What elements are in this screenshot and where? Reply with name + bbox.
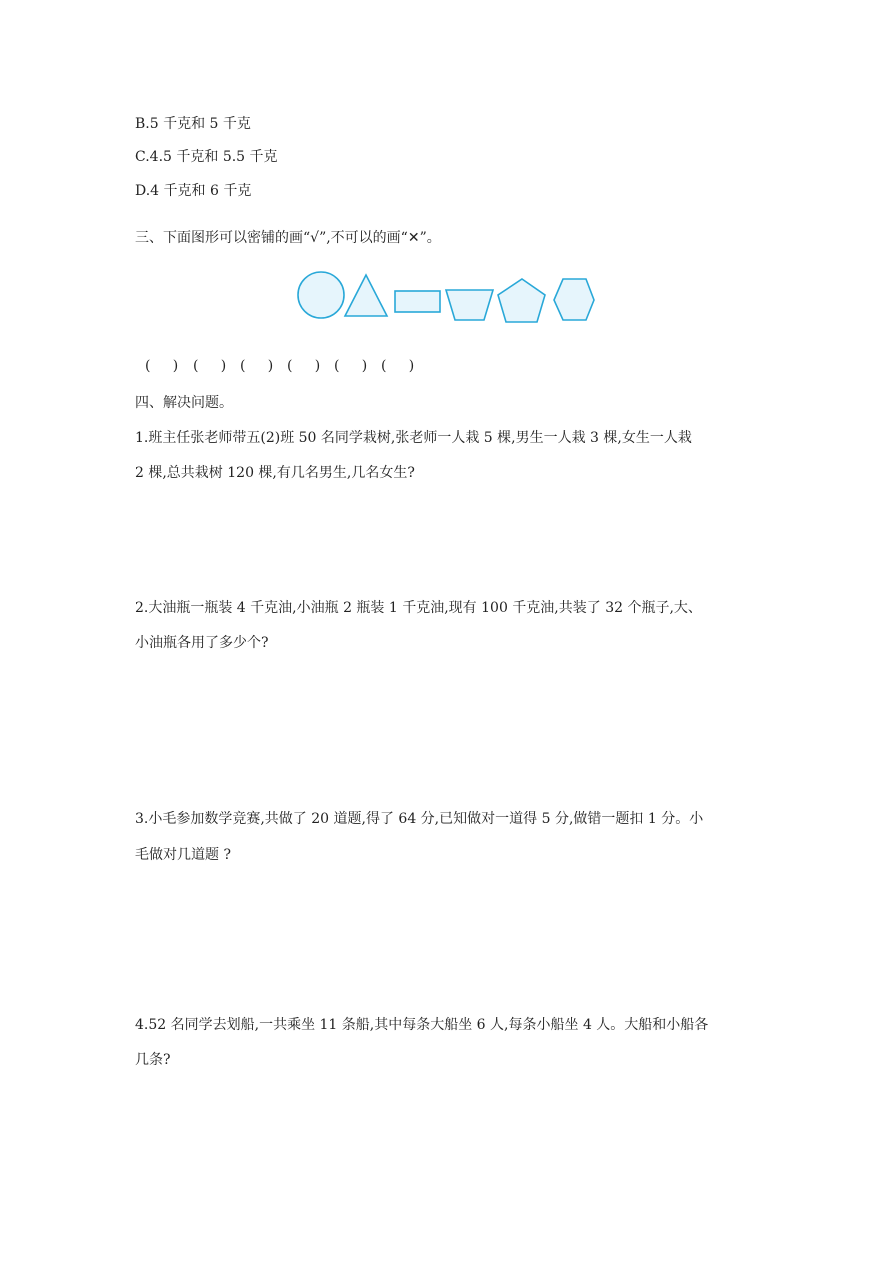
question-2-line-2: 小油瓶各用了多少个? xyxy=(135,635,269,651)
option-b: B.5 千克和 5 千克 xyxy=(135,116,251,132)
question-1-line-2: 2 棵,总共栽树 120 棵,有几名男生,几名女生? xyxy=(135,465,415,481)
tessellation-shapes xyxy=(290,265,610,329)
pentagon-shape xyxy=(498,279,545,322)
question-4-line-1: 4.52 名同学去划船,一共乘坐 11 条船,其中每条大船坐 6 人,每条小船坐 4 人。大船和小船各 xyxy=(135,1017,709,1033)
question-3-line-2: 毛做对几道题 ? xyxy=(135,847,231,863)
option-d: D.4 千克和 6 千克 xyxy=(135,183,252,199)
question-4-line-2: 几条? xyxy=(135,1052,171,1068)
answer-bracket[interactable]: ( ) xyxy=(145,358,179,374)
answer-bracket[interactable]: ( ) xyxy=(381,358,415,374)
circle-shape xyxy=(298,272,344,318)
answer-bracket[interactable]: ( ) xyxy=(193,358,227,374)
answer-bracket[interactable]: ( ) xyxy=(240,358,274,374)
answer-bracket[interactable]: ( ) xyxy=(287,358,321,374)
triangle-shape xyxy=(345,275,387,316)
answer-brackets xyxy=(145,356,445,376)
trapezoid-shape xyxy=(446,290,493,320)
section4-heading: 四、解决问题。 xyxy=(135,395,233,411)
answer-bracket[interactable]: ( ) xyxy=(334,358,368,374)
section3-heading: 三、下面图形可以密铺的画“√”,不可以的画“✕”。 xyxy=(135,230,441,246)
rectangle-shape xyxy=(395,291,440,312)
question-3-line-1: 3.小毛参加数学竞赛,共做了 20 道题,得了 64 分,已知做对一道得 5 分,做错一题扣 1 分。小 xyxy=(135,811,704,827)
hexagon-shape xyxy=(554,279,594,320)
option-c: C.4.5 千克和 5.5 千克 xyxy=(135,149,278,165)
question-2-line-1: 2.大油瓶一瓶装 4 千克油,小油瓶 2 瓶装 1 千克油,现有 100 千克油,共装了 32 个瓶子,大、 xyxy=(135,600,702,616)
question-1-line-1: 1.班主任张老师带五(2)班 50 名同学栽树,张老师一人栽 5 棵,男生一人栽 3 棵,女生一人栽 xyxy=(135,430,692,446)
